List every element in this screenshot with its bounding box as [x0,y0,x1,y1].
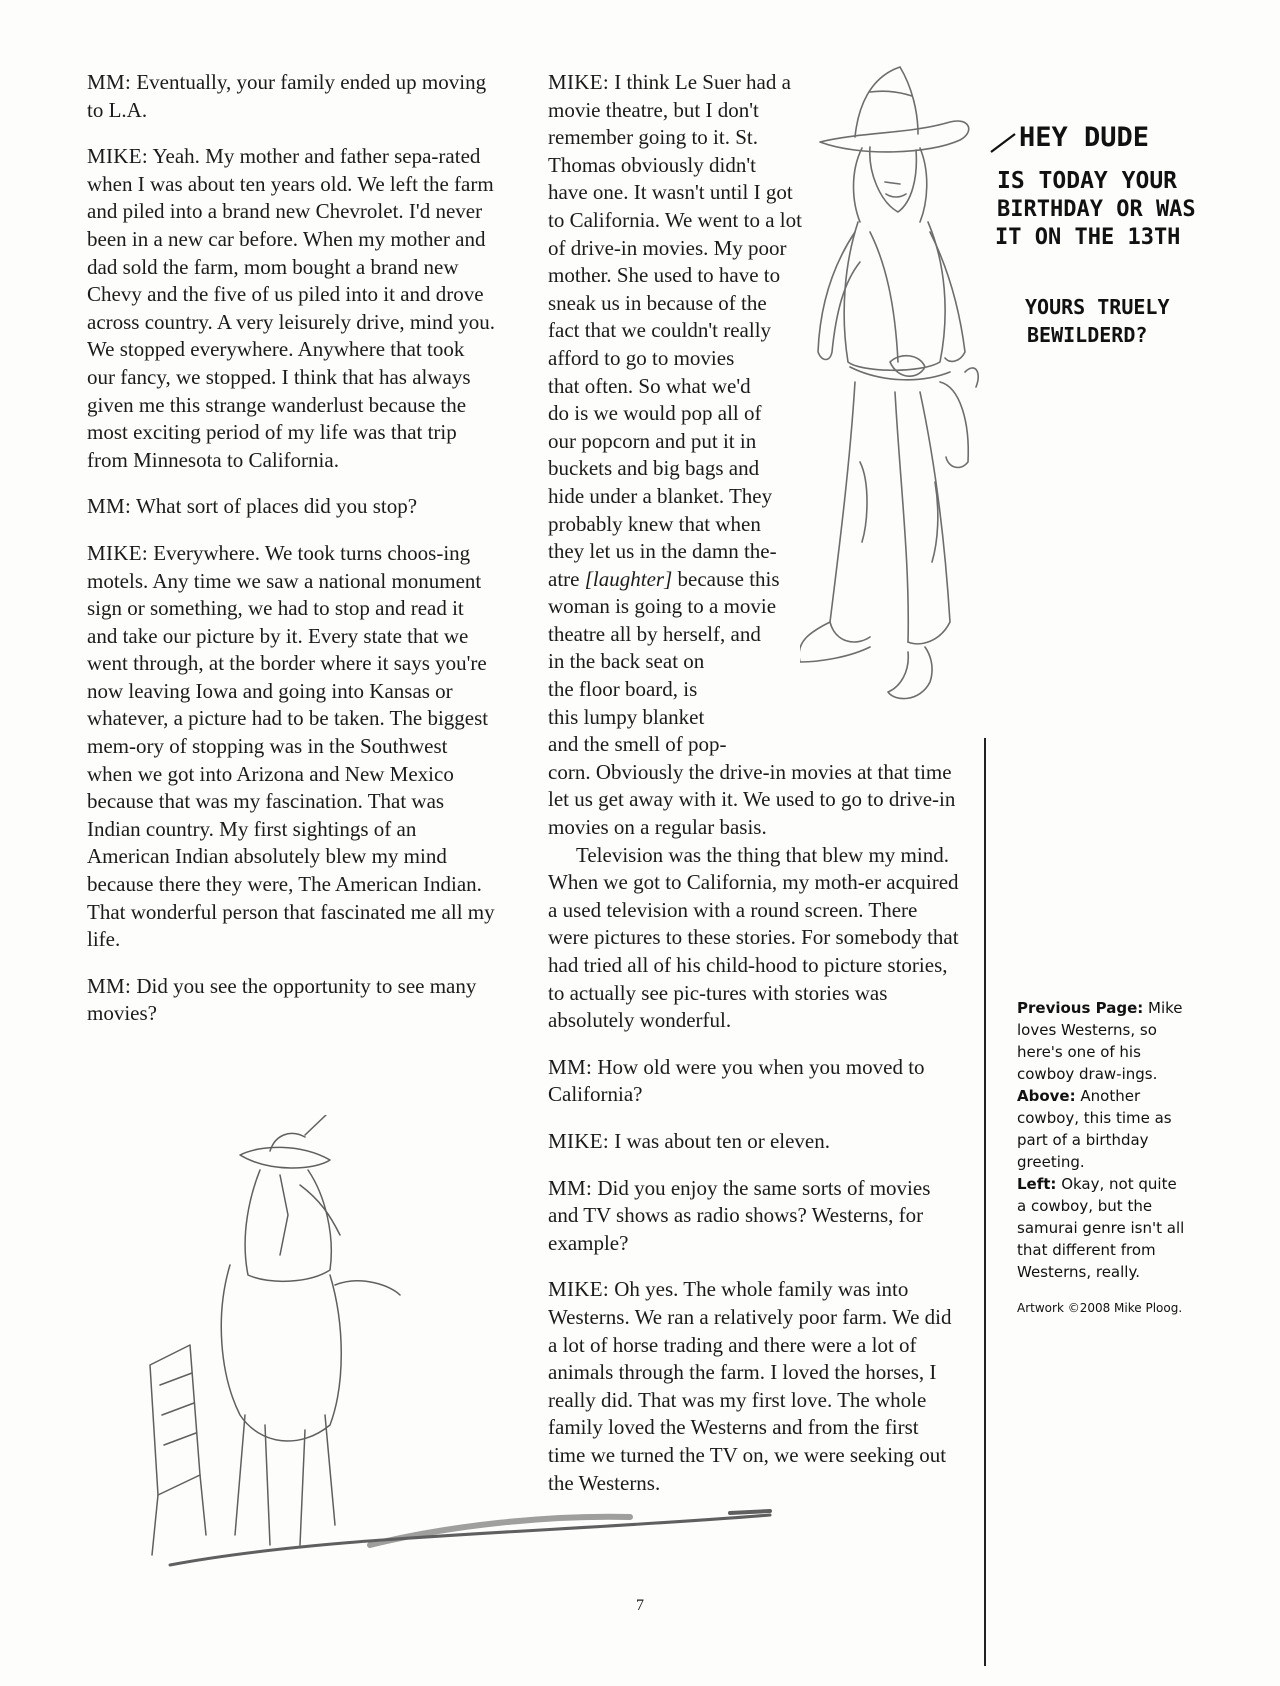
note-stroke [991,134,1015,152]
text-line: of drive-in movies. My poor [548,235,787,260]
paragraph-tail: corn. Obviously the drive-in movies at that time let us get away with it. We used to go to drive-in movies on a regular basis. [548,759,956,840]
line-text: I think Le Suer had a [609,70,791,94]
text-line: to California. We went to a lot [548,207,802,232]
paragraph [87,540,497,954]
caption-label: Above: [1017,1087,1076,1105]
artwork-credit: Artwork ©2008 Mike Ploog. [1017,1301,1183,1315]
note-line: BIRTHDAY OR WAS [997,197,1196,222]
line-text: atre [548,566,585,591]
caption-label: Previous Page: [1017,999,1144,1017]
text-line: buckets and big bags and [548,456,760,481]
text-line: sneak us in because of the [548,290,767,315]
speaker-label: MM: [87,70,132,94]
speaker-label: MIKE: [548,70,609,94]
paragraph [87,143,497,474]
caption-label: Left: [1017,1175,1057,1193]
paragraph: Television was the thing that blew my mind. When we got to California, my moth-er acquired a used television with a round screen. There were pictures to these stories. For somebody that had tried all of his child-hood to picture stories, to actually see pic-tures with stories was absolutely wonderful. [548,842,959,1033]
speaker-label: MM: [548,1054,593,1079]
paragraph-text: I was about ten or eleven. [609,1128,831,1153]
caption-sidebar [1017,997,1189,1319]
paragraph-text: What sort of places did you stop? [131,494,418,519]
laughter-aside: [laughter] [584,566,673,591]
text-line: and the smell of pop- [548,732,727,757]
text-line: in the back seat on [548,649,705,674]
caption-text: Another cowboy, this time as part of a birthday greeting. [1017,1087,1172,1171]
text-line: hide under a blanket. They [548,483,773,508]
text-line: this lumpy blanket [548,704,705,729]
note-line: YOURS TRUELY [1025,295,1170,319]
text-line: woman is going to a movie [548,594,777,619]
note-line: IT ON THE 13TH [995,225,1181,250]
paragraph-text: How old were you when you moved to California? [548,1054,925,1107]
paragraph-text: Eventually, your family ended up moving to L.A. [87,70,487,122]
speaker-label: MIKE: [87,540,148,565]
text-line: that often. So what we'd [548,373,751,398]
left-text-column [87,69,497,1047]
text-line: remember going to it. St. [548,125,758,150]
text-line: Thomas obviously didn't [548,152,756,177]
note-line: IS TODAY YOUR [997,168,1178,194]
note-line: HEY DUDE [1019,122,1150,153]
speaker-label: MM: [87,494,132,519]
speaker-label: MM: [87,973,132,998]
caption-text: Mike loves Westerns, so here's one of his cowboy draw-ings. [1017,999,1183,1083]
paragraph-text: Did you see the opportunity to see many movies? [87,973,477,1026]
speaker-label: MIKE: [548,1128,609,1153]
text-line: have one. It wasn't until I got [548,180,793,205]
text-line: fact that we couldn't really [548,318,772,343]
note-line: BEWILDERD? [1027,323,1148,347]
speaker-label: MIKE: [548,1277,609,1302]
text-line: theatre all by herself, and [548,621,761,646]
text-line: they let us in the damn the- [548,539,777,564]
text-line: movie theatre, but I don't [548,97,759,122]
paragraph [87,973,497,1028]
speaker-label: MIKE: [87,144,148,169]
paragraph [87,69,497,124]
paragraph-text: Oh yes. The whole family was into Westerns. We ran a relatively poor farm. We did a lot of horse trading and there were a lot of animals through the farm. I loved the horses, I really did. That was my first love. The whole family loved the Westerns and from the first time we turned the TV on, we were seeking out the Westerns. [548,1277,952,1495]
paragraph-text: Did you enjoy the same sorts of movies and TV shows as radio shows? Westerns, for example? [548,1175,931,1255]
handwritten-note [985,110,1245,410]
sidebar-divider [984,738,986,1666]
line-text: because this [672,566,780,591]
samurai-horse-sketch [130,1115,830,1585]
paragraph [87,493,497,521]
caption-above [1017,1085,1189,1173]
speaker-label: MM: [548,1175,593,1200]
paragraph [548,1054,960,1109]
paragraph-text: Yeah. My mother and father sepa-rated when I was about ten years old. We left the farm and piled into a brand new Chevrolet. I'd never been in a new car before. When my mother and dad sold the farm, mom bought a brand new Chevy and the five of us piled into it and drove across country. A very leisurely drive, mind you. We stopped everywhere. Anywhere that took our fancy, we stopped. I think that has always given me this strange wanderlust because the most exciting period of my life was that trip from Minnesota to California. [87,144,496,472]
text-line: our popcorn and put it in [548,428,757,453]
page-number: 7 [636,1597,644,1614]
text-line: mother. She used to have to [548,263,781,288]
text-line: the floor board, is [548,677,698,702]
text-line: do is we would pop all of [548,401,762,426]
caption-text: Okay, not quite a cowboy, but the samurai genre isn't all that different from Westerns, really. [1017,1175,1185,1281]
paragraph-text: Everywhere. We took turns choos-ing motels. Any time we saw a national monument sign or something, we had to stop and read it and take our picture by it. Every state that we went through, at the border where it says you're now leaving Iowa and going into Kansas or whatever, a picture had to be taken. The biggest mem-ory of stopping was in the Southwest when we got into Arizona and New Mexico because that was my fascination. That was Indian country. My first sightings of an American Indian absolutely blew my mind because there they were, The American Indian. That wonderful person that fascinated me all my life. [87,540,495,952]
text-line: probably knew that when [548,511,761,536]
text-line: afford to go to movies [548,345,735,370]
caption-left [1017,1173,1189,1283]
caption-previous [1017,997,1189,1085]
